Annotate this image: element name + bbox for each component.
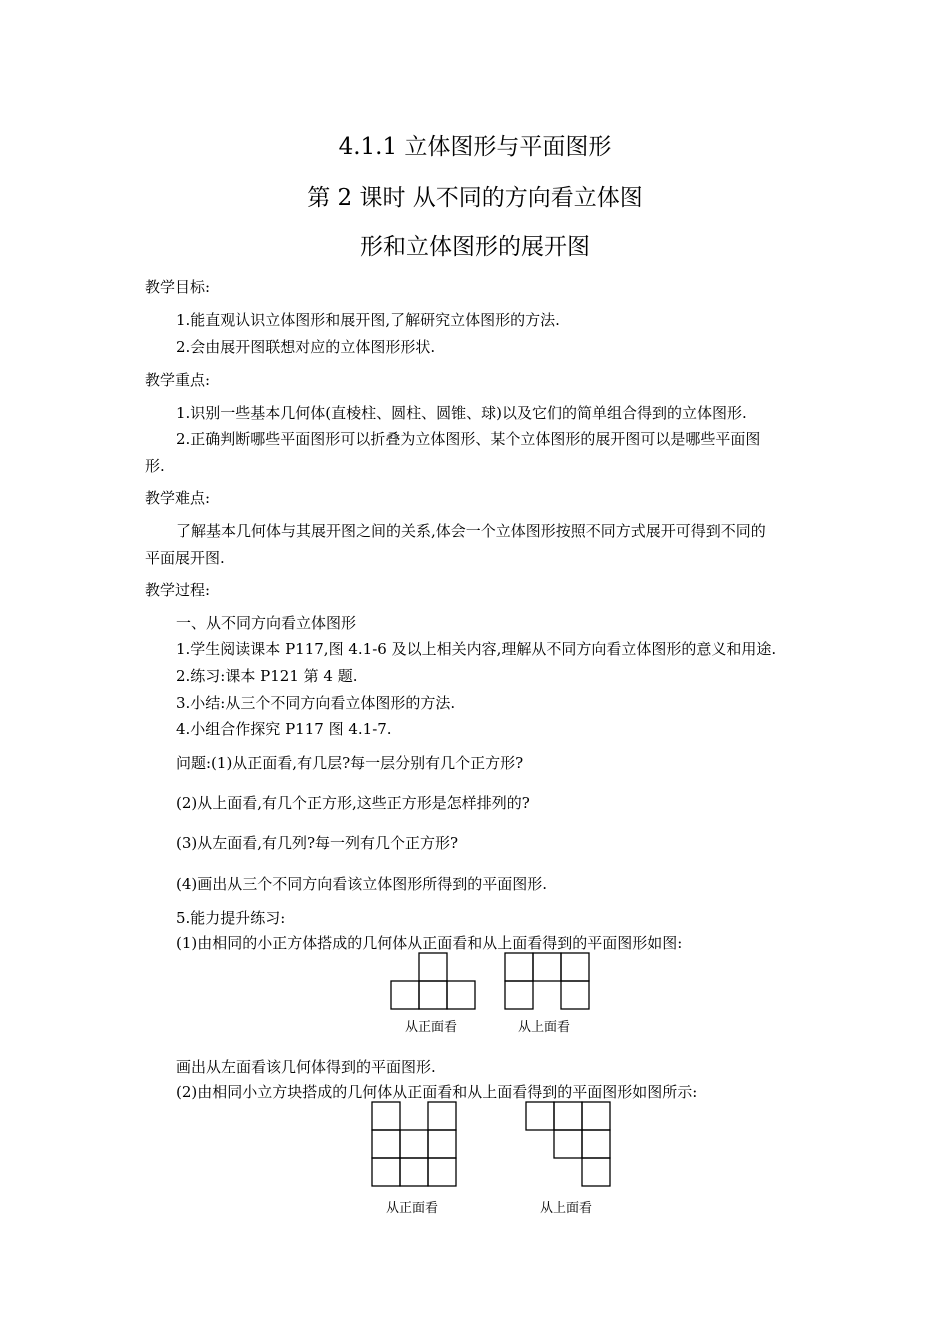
exercise-2: (2)由相同小立方块搭成的几何体从正面看和从上面看得到的平面图形如图所示: bbox=[176, 1083, 698, 1101]
process-line: 4.小组合作探究 P117 图 4.1-7. bbox=[176, 720, 392, 738]
objectives-heading: 教学目标: bbox=[145, 278, 211, 296]
title-line-1: 4.1.1 立体图形与平面图形 bbox=[338, 134, 612, 160]
figure-2-front-view bbox=[371, 1101, 459, 1187]
question: (4)画出从三个不同方向看该立体图形所得到的平面图形. bbox=[176, 875, 548, 893]
objective-item: 2.会由展开图联想对应的立体图形形状. bbox=[176, 338, 436, 356]
figure-2-front-caption: 从正面看 bbox=[386, 1201, 439, 1216]
process-line: 一、从不同方向看立体图形 bbox=[176, 614, 357, 632]
process-line: 3.小结:从三个不同方向看立体图形的方法. bbox=[176, 694, 456, 712]
figure-1-front-view bbox=[390, 952, 478, 1010]
difficulties-heading: 教学难点: bbox=[145, 489, 211, 507]
process-line: 2.练习:课本 P121 第 4 题. bbox=[176, 667, 358, 685]
key-points-heading: 教学重点: bbox=[145, 371, 211, 389]
key-point-item: 1.识别一些基本几何体(直棱柱、圆柱、圆锥、球)以及它们的简单组合得到的立体图形. bbox=[176, 404, 747, 422]
objective-item: 1.能直观认识立体图形和展开图,了解研究立体图形的方法. bbox=[176, 311, 560, 329]
process-heading: 教学过程: bbox=[145, 581, 211, 599]
title-line-2: 第 2 课时 从不同的方向看立体图 bbox=[307, 185, 643, 211]
figure-2-top-caption: 从上面看 bbox=[540, 1201, 593, 1216]
figure-2-top-view bbox=[525, 1101, 613, 1187]
question: (2)从上面看,有几个正方形,这些正方形是怎样排列的? bbox=[176, 794, 530, 812]
figure-1-top-caption: 从上面看 bbox=[518, 1020, 571, 1035]
title-line-3: 形和立体图形的展开图 bbox=[360, 234, 590, 260]
difficulty-line: 了解基本几何体与其展开图之间的关系,体会一个立体图形按照不同方式展开可得到不同的 bbox=[176, 522, 766, 540]
exercise-1: (1)由相同的小正方体搭成的几何体从正面看和从上面看得到的平面图形如图: bbox=[176, 934, 683, 952]
exercise-1-task: 画出从左面看该几何体得到的平面图形. bbox=[176, 1058, 436, 1076]
figure-1-top-view bbox=[504, 952, 592, 1010]
difficulty-line: 平面展开图. bbox=[145, 549, 225, 567]
question: (3)从左面看,有几列?每一列有几个正方形? bbox=[176, 834, 459, 852]
key-point-item: 2.正确判断哪些平面图形可以折叠为立体图形、某个立体图形的展开图可以是哪些平面图 bbox=[176, 430, 761, 448]
ability-heading: 5.能力提升练习: bbox=[176, 909, 286, 927]
figure-1-front-caption: 从正面看 bbox=[405, 1020, 458, 1035]
process-line: 1.学生阅读课本 P117,图 4.1-6 及以上相关内容,理解从不同方向看立体图形的意义和用途. bbox=[176, 640, 777, 658]
question: 问题:(1)从正面看,有几层?每一层分别有几个正方形? bbox=[176, 754, 524, 772]
key-point-item-cont: 形. bbox=[145, 457, 165, 475]
